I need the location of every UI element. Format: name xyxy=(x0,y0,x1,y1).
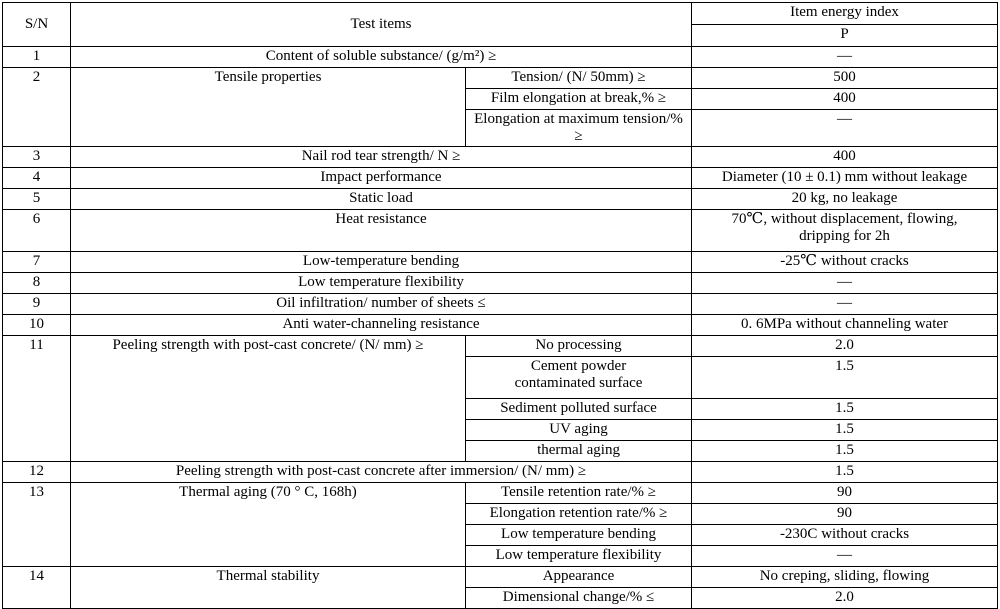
row-sn: 5 xyxy=(3,188,71,209)
row-value: 90 xyxy=(692,503,998,524)
row-value: 0. 6MPa without channeling water xyxy=(692,314,998,335)
row-sn: 13 xyxy=(3,482,71,566)
row-value: — xyxy=(692,110,998,147)
row-item: Tensile properties xyxy=(71,68,466,147)
row-value: — xyxy=(692,272,998,293)
row-sn: 3 xyxy=(3,146,71,167)
row-value: 500 xyxy=(692,68,998,89)
row-item: Thermal stability xyxy=(71,566,466,608)
header-sn: S/N xyxy=(3,3,71,47)
row-sn: 4 xyxy=(3,167,71,188)
row-value: 1.5 xyxy=(692,419,998,440)
row-item: Nail rod tear strength/ N ≥ xyxy=(71,146,692,167)
row-value: 2.0 xyxy=(692,335,998,356)
row-sub-item: Film elongation at break,% ≥ xyxy=(466,89,692,110)
row-sn: 2 xyxy=(3,68,71,147)
row-item: Static load xyxy=(71,188,692,209)
row-item: Heat resistance xyxy=(71,209,692,251)
row-value: 400 xyxy=(692,89,998,110)
row-value: 90 xyxy=(692,482,998,503)
row-item: Thermal aging (70 ° C, 168h) xyxy=(71,482,466,566)
row-value xyxy=(692,209,998,251)
row-item: Low temperature flexibility xyxy=(71,272,692,293)
row-value: -25℃ without cracks xyxy=(692,251,998,272)
row-sn: 12 xyxy=(3,461,71,482)
row-sn: 1 xyxy=(3,47,71,68)
row-sub-item: Sediment polluted surface xyxy=(466,398,692,419)
row-sn: 11 xyxy=(3,335,71,461)
header-test-items: Test items xyxy=(71,3,692,47)
row-item: Low-temperature bending xyxy=(71,251,692,272)
row-value: 400 xyxy=(692,146,998,167)
row-sub-item: Low temperature flexibility xyxy=(466,545,692,566)
row-value: 20 kg, no leakage xyxy=(692,188,998,209)
row-sub-item: UV aging xyxy=(466,419,692,440)
row-item: Oil infiltration/ number of sheets ≤ xyxy=(71,293,692,314)
row-sub-item-line: Cement powder xyxy=(530,357,627,374)
row-sub-item: thermal aging xyxy=(466,440,692,461)
row-value: 1.5 xyxy=(692,398,998,419)
row-item: Content of soluble substance/ (g/m²) ≥ xyxy=(71,47,692,68)
row-sub-item: Low temperature bending xyxy=(466,524,692,545)
row-value: 1.5 xyxy=(692,461,998,482)
row-value: -230C without cracks xyxy=(692,524,998,545)
row-value: — xyxy=(692,545,998,566)
row-item: Impact performance xyxy=(71,167,692,188)
row-value: No creping, sliding, flowing xyxy=(692,566,998,587)
row-item: Peeling strength with post-cast concrete/ (N/ mm) ≥ xyxy=(71,335,466,461)
row-sub-item xyxy=(466,356,692,398)
row-sn: 10 xyxy=(3,314,71,335)
row-item: Peeling strength with post-cast concrete after immersion/ (N/ mm) ≥ xyxy=(71,461,692,482)
row-sub-item: Tension/ (N/ 50mm) ≥ xyxy=(466,68,692,89)
row-value-line: 70℃, without displacement, flowing, xyxy=(731,210,958,227)
row-value: 1.5 xyxy=(692,440,998,461)
row-value: — xyxy=(692,293,998,314)
row-item: Anti water-channeling resistance xyxy=(71,314,692,335)
row-sub-item: No processing xyxy=(466,335,692,356)
row-sn: 9 xyxy=(3,293,71,314)
row-sub-item: Elongation at maximum tension/% ≥ xyxy=(466,110,692,147)
row-sub-item: Appearance xyxy=(466,566,692,587)
row-value: — xyxy=(692,47,998,68)
row-sub-item: Dimensional change/% ≤ xyxy=(466,587,692,608)
header-energy-index: Item energy index xyxy=(692,3,998,25)
row-sn: 14 xyxy=(3,566,71,608)
performance-table xyxy=(2,2,998,609)
row-value: 2.0 xyxy=(692,587,998,608)
row-value: Diameter (10 ± 0.1) mm without leakage xyxy=(692,167,998,188)
row-sub-item: Elongation retention rate/% ≥ xyxy=(466,503,692,524)
row-sub-item-line: contaminated surface xyxy=(514,374,643,391)
row-value-line: dripping for 2h xyxy=(799,227,890,244)
row-sub-item: Tensile retention rate/% ≥ xyxy=(466,482,692,503)
row-sn: 6 xyxy=(3,209,71,251)
row-sn: 8 xyxy=(3,272,71,293)
header-grade: P xyxy=(692,25,998,47)
row-value: 1.5 xyxy=(692,356,998,398)
row-sn: 7 xyxy=(3,251,71,272)
